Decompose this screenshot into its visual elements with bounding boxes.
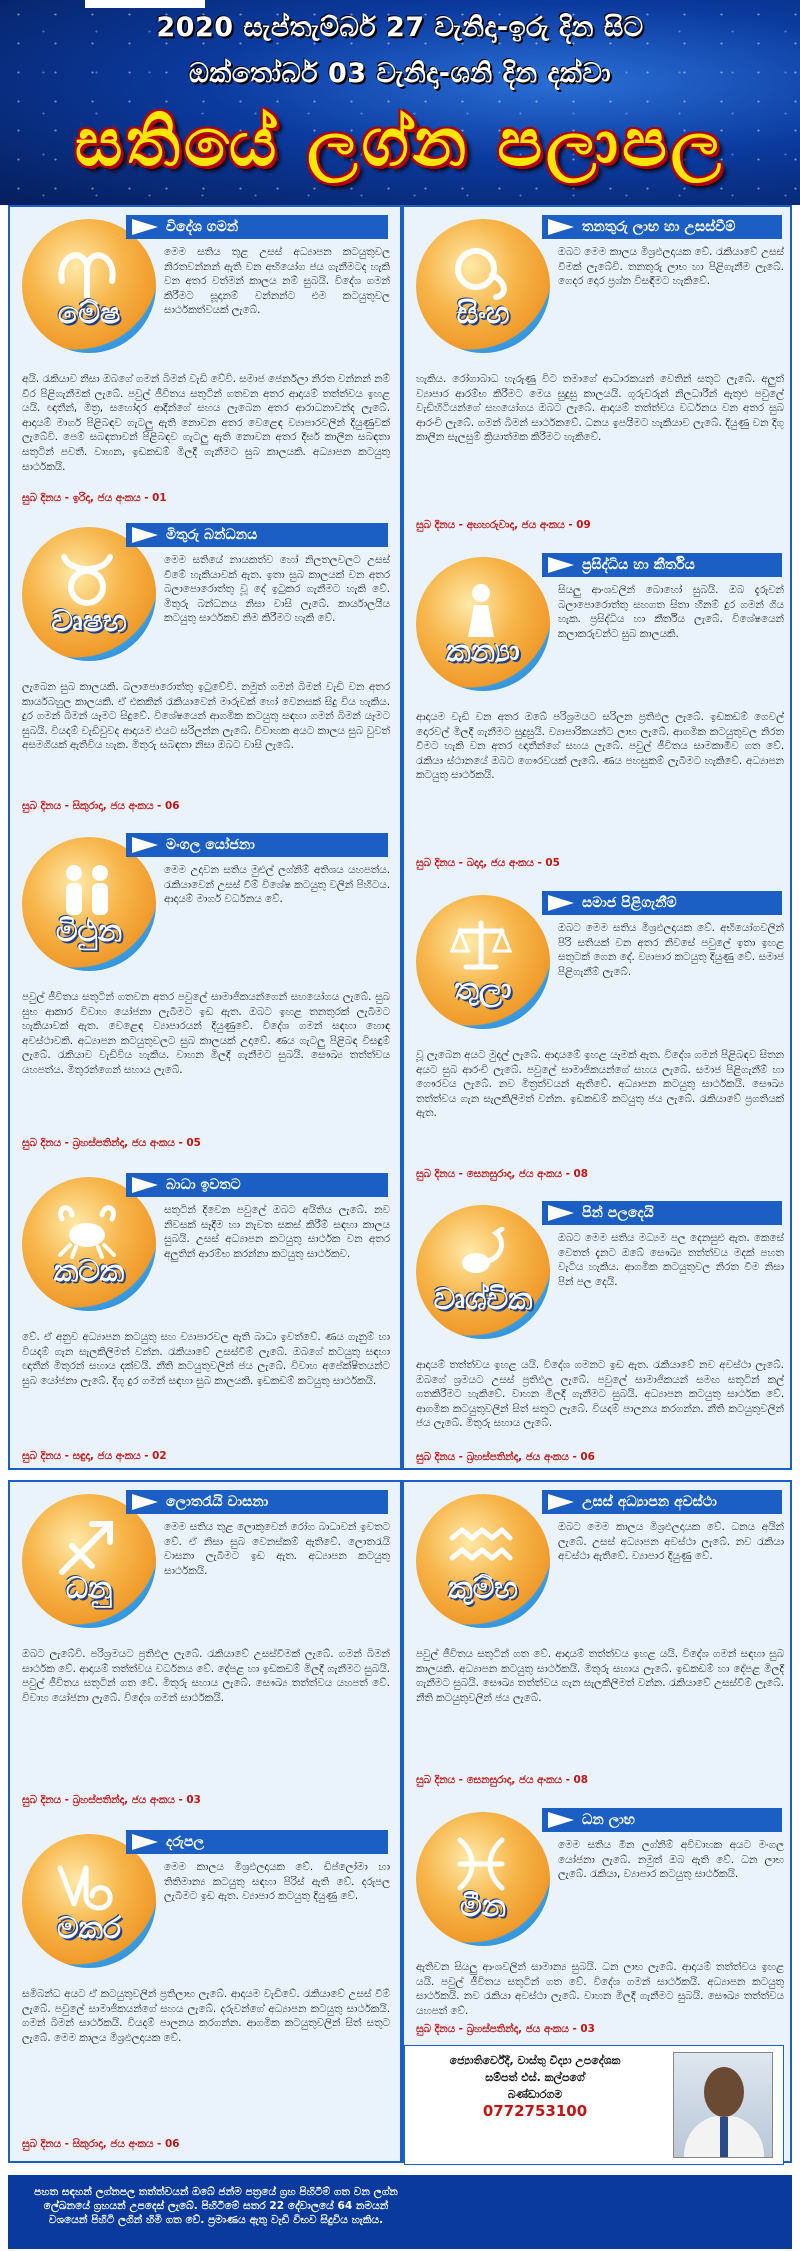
sign-name: වෘශ්චික: [433, 1282, 533, 1317]
sign-body-bottom: ඇතිවන සියලු ආංශවලින් සාමාන්‍ය සුබයි. ධන ලාභ ලැබේ. ආදායම් තත්ත්වය ඉහළ යයි. පවුල් ජීවිතය සතුටින් ගත වේ. විදේශ ගමන් සාර්ථකයි. අධ්‍යාපන කටයුතු සාර්ථකයි. නව රැකියා අවස්ථා ලැබේ. වාහන මිලදී ගැනීමට සුබයි. සෞඛ්‍ය තත්ත්වය යහපත් වේ.: [416, 1961, 784, 2017]
lucky-info: සුබ දිනය - බදාදා, ජය අංකය - 05: [416, 857, 560, 869]
sign-name: මීන: [460, 1889, 506, 1924]
sign-body-top: මෙම සතිය තුළ ලොකුවෙන් රෝග බාධාවන් ඉවතට වේ. ඒ නිසා සුබ වෙනස්කම් ඇතිවේ. ලොතරැයි වාසනා ලැබීමට ඉඩ ඇත. අධ්‍යාපන කටයුතු සාර්ථකයි.: [164, 1521, 390, 1577]
sign-body-bottom: ආදායම වැඩි වන අතර ඔබේ පරිශ්‍රමයට සරිලන ප්‍රතිඵල ලැබේ. ඉඩකඩම් ගෙවල් දොරවල් මිලදී ගැනීමට සුදුසුයි. ව්‍යාපාරිකයන්ට ලාභ ලැබේ. ආගමික කටයුතුවල නිරත වීමට හැකි වන අතර ඥාතීන්ගේ සහය ලැබේ. පවුල් ජීවිතය සාමකාමීව ගත වේ. රැකියා ස්ථානයේ ඔබට ගෞරවයක් ලැබේ. ණය පහසුකම් ලැබීමට හැකිවේ. අධ්‍යාපන කටයුතු සාර්ථකයි.: [416, 711, 784, 782]
sign-body-bottom: සමිබන්ධ අයට ඒ කටයුතුවලින් ප්‍රතිලාභ ලැබේ. ආදායම වැඩිවේ. රැකියාවේ උසස් වීම් ලැබේ. පවුලේ සාමාජිකයන්ගේ සහය ලැබේ. දරුවන්ගේ අධ්‍යාපන කටයුතු සාර්ථකයි. ගමන් බිමන් සාර්ථකයි. වියදම් පාලනය කරගන්න. ආගමික කටයුතුවලින් සිත් සතුට ලැබේ. මෙම කාලය මිශ්‍රඵලදායක වේ.: [22, 1988, 390, 2044]
archer-icon: [52, 1516, 122, 1576]
sign-body-top: ඔබට මෙම සතිය මධ්‍යම පල දෙනසුළු ඇත. කෙසේ වෙතත් දැනට ඔබේ සෞඛ්‍ය තත්ත්වය මදක් පහත වැටිය හැකිය. ආගමික කටයුතුවල නිරත වීම නිසා පින් පල දෙයි.: [558, 1232, 784, 1288]
lucky-info: සුබ දිනය - සෙනසුරාදා, ජය අංකය - 08: [416, 1168, 588, 1180]
sign-name: මේෂ: [57, 296, 121, 331]
fish-icon: [446, 1834, 516, 1894]
column-left: [10, 207, 400, 1468]
sign-kanya: [410, 545, 788, 875]
sign-body-bottom: අයි. රැකියාව නිසා ඔබගේ ගමන් බිමන් වැඩි වේවි. සමාජ ජෙර්නලා නිරත වන්නන් නම් වීර පිළිගැනීමක් ලැබේ. පවුල් ජීවිතය සතුටින් ගතවන අතර ආදායම් තත්ත්වය ඉහළ යයි. ඥාතීන්, මිත්‍ර, සහෝදර ආදීන්ගේ සහය ලැබෙන අතර ආරාධනාවන්ද ලැබේ. ආදායම් මාර්ග පිළිබඳව ගැටලු ඇති නොවන අතර වෙළෙඳ ව්‍යාපාරවලින් දියුණුවක් ලැබේවි. පෙම් සබඳතාවන් පිළිබඳව ගැටලු ඇති නොවන අතර දීර්ඝ කාලීන සබඳතා සතුටින් පවතී. වාහන, ඉඩකඩම් මිලදී ගැනීමට සුබ කාලයකි. අධ්‍යාපන කටයුතු සාර්ථකයි.: [22, 373, 390, 473]
lucky-info: සුබ දිනය - බ්‍රහස්පතින්දා, ජය අංකය - 05: [22, 1137, 201, 1149]
sign-body-top: ඔබට මෙම සතිය මිශ්‍රඵලදායක වේ. අභියෝගවලින් පිරි සතියක් වන අතර නිවසේ පවුලේ ඉතා ඉහළ සතුටක් ගෙන දේ. ව්‍යාපාර කටයුතු දියුණු වේ. සමාජ පිළිගැනීම් ලැබේ.: [558, 922, 784, 978]
sign-body-top: මෙම සතිය මීන ලග්නිම් අවිවාහක අයට මංගල යෝජනා ලැබේ. නමුත් ඔබ ඇති වේ. ධන ලාභ ලැබේ. රැකියා, ව්‍යාපාර කටයුතු සාර්ථකයි.: [558, 1839, 784, 1881]
lucky-info: සුබ දිනය - බ්‍රහස්පතින්දා, ජය අංකය - 03: [22, 1794, 201, 1806]
astrologer-name: සම්පත් එස්. කල්පගේ: [485, 2071, 585, 2084]
sign-body-top: මෙම කාලය මිශ්‍රඵලදායක වේ. ඩිප්ලෝමා හා තිතිමාන්‍ය කටයුතු සඳහා පිරිස් ඇති වේ. දරුපල ලැබීමට ඉඩ ඇත. ව්‍යාපාර කටයුතු දියුණු වේ.: [164, 1861, 390, 1903]
mesha-medallion: [22, 219, 156, 353]
lucky-info: සුබ දිනය - සිකුරාදා, ජය අංකය - 06: [22, 2138, 180, 2150]
sign-name: කුම්භ: [448, 1571, 518, 1606]
sign-body-top: ඔබට මෙම කාලය මිශ්‍රඵලදායක වේ. රැකියාවේ උසස් වීමක් ලැබේවි. තනතුරු ලාභ හා පිළිගැනීම ලැබේ. ගෙදර දොර ප්‍රශ්න විසඳීමට හැකිවේ.: [558, 246, 784, 288]
sign-thula: [410, 883, 788, 1183]
sign-body-top: සතුටින් දිවෙන පවුලේ ඔබට අයිතිය ලැබේ. නව නිවසක් සෑදීම හා නැවත සකස් කිරීම් සඳහා කාලය සුබයි. උසස් අධ්‍යාපන කටයුතු සාර්ථක වන අතර අලුතින් ආරම්භ කරන්නා කටයුතු සාර්ථකව.: [164, 1204, 390, 1260]
astrologer-phone: 0772753100: [482, 2102, 588, 2120]
sign-heading: බාධා ඉවතට: [126, 1173, 388, 1197]
sign-heading: උසස් අධ්‍යාපන අවස්ථා: [542, 1490, 782, 1514]
lucky-info: සුබ දිනය - සඳුදා, ජය අංකය - 02: [22, 1450, 167, 1462]
sign-kataka: [16, 1165, 394, 1465]
sign-body-bottom: ලැබෙන සුබ කාලයකි. බලාපොරොත්තු ඉටුවේවි. නමුත් ගමන් බිමන් වැඩි වන අතර කාර්යබහුල කාලයකි. ඒ එකකින් රැකියාවෙන් මාරුවක් හෝ වෙනසක් සිදු විය හැකිය. දුර ගමන් බිමන් යෑමට සිදුවේ. විශේෂයෙන් ආගමික කටයුතු සඳහා ගමන් බිමන් යෑමට සුබයි. වියදම් වැඩිවුවද ආදායම එයට සරිලන්න ලැබේ. විවාහක අයට කාලය සුබ වුවත් අසමගියක් ඇතිවිය හැක. මිතුරු සබඳතා නිසා ඔබට වාසි ලැබේ.: [22, 681, 390, 752]
sign-name: කන්‍යා: [446, 634, 520, 669]
kanya-medallion: [416, 557, 550, 691]
goat-icon: [52, 1856, 122, 1916]
vrushchika-medallion: [416, 1205, 550, 1339]
page-title: සතියේ ලග්න පලාපල: [74, 104, 726, 181]
sign-mesha: [16, 207, 394, 507]
sign-heading: සමාජ පිළිගැනීම්: [542, 891, 782, 915]
lucky-info: සුබ දිනය - බ්‍රහස්පතින්දා, ජය අංකය - 06: [416, 1451, 595, 1463]
photo-tie: [720, 2117, 728, 2157]
sign-body-bottom: වූ ලැබෙන අයට මුදල් ලැබේ. ආදායමේ ඉහළ යෑමක් ඇත. විදේශ ගමන් පිළිබඳව සිතන අයට සුබ ආරංචි ලැබේ. පවුලේ සාමාජිකයන්ගේ සහය ලැබේ. සමාජ පිළිගැනීම් හා ගෞරවය ලැබේ. නව මිත්‍රත්වයන් ඇතිවේ. අධ්‍යාපන කටයුතු සාර්ථකයි. සෞඛ්‍ය තත්ත්වය ගැන සැලකිලිමත් වන්න. ඉඩකඩම් කටයුතු ජය ලැබේ. රැකියාවේ ප්‍රගතියක් ඇත.: [416, 1049, 784, 1120]
astrologer-photo: [673, 2052, 773, 2158]
sign-heading: මංගල යෝජනා: [126, 833, 388, 857]
sign-heading: තනතුරු ලාභ හා උසස්වීම්: [542, 215, 782, 239]
astrologer-box: [404, 2045, 784, 2165]
crab-icon: [52, 1199, 122, 1259]
sign-name: තුලා: [454, 972, 512, 1007]
sign-body-top: මෙම උදාවන සතිය මුළුල් ලග්නිම් අතිශය යහපත්ය. රැකියාවෙන් උසස් වීම් විශේෂ කටයුතු වලින් පිහිටය. ආදායම් මාර්ග වර්ධනය වේ.: [164, 864, 390, 906]
sign-body-top: සියලු ආංශවලින් බොහෝ සුබයි. ඔබ දැරුවන් බලාපොරොත්තු සහගත සිතා හීනම් දුර ගමන් ගිය හැක. ප්‍රසිද්ධිය හා කීර්තිය ලැබේ. විශේෂයෙන් කලාකරුවන්ට සුබ කාලයකි.: [558, 584, 784, 640]
date-line-1: 2020 සැප්තැම්බර් 27 වැනිදා-ඉරු දින සිට: [156, 12, 644, 43]
sign-heading: ධන ලාභ: [542, 1808, 782, 1832]
sign-body-top: ඔබට මෙම කාලය මිශ්‍රඵලදායක වේ. ධනය අයින් ලැබේ. උසස් අධ්‍යාපන අවස්ථා ලැබේ. නව රැකියා අවස්ථා ඇතිවේ. ව්‍යාපාර දියුණු වේ.: [558, 1521, 784, 1563]
sign-dhanu: [16, 1482, 394, 1812]
sign-makara: [16, 1822, 394, 2157]
sign-heading: දරුපල: [126, 1830, 388, 1854]
thula-medallion: [416, 895, 550, 1029]
makara-medallion: [22, 1834, 156, 1968]
section-top: [8, 205, 792, 1470]
kataka-medallion: [22, 1177, 156, 1311]
sign-heading: පින් පලදෙයි: [542, 1201, 782, 1225]
kumbha-medallion: [416, 1494, 550, 1628]
column-right: [404, 207, 794, 1468]
column-left: [10, 1482, 400, 2161]
date-line-2: ඔක්තෝබර් 03 වැනිදා-ශනි දින දක්වා: [188, 58, 612, 89]
sign-simha: [410, 207, 788, 537]
sign-body-bottom: පවුල් ජීවිතය සතුටින් ගතවන අතර පවුලේ සාමාජිකයන්ගෙන් සහයෝගය ලැබේ. සුබ සුභ ආකාර විවාහ යෝජනා ලැබීමට ඉඩ ඇත. ඔබට ඉහළ තනතුරක් ලැබීමට හැකියාවක් ඇත. වෙළෙඳ ව්‍යාපාරයන් දියුණුවේ. විදේශ ගමන් සඳහා හොඳ අවස්ථාවකි. අධ්‍යාපන කටයුතුවලට සුබ කාලයක් උදාවේ. ණය ගැටලු පිළිබඳ විසඳුම් ලැබේ. රැකියාව වැඩිවිය හැකිය. වාහන මිලදී ගැනීමට සුබයි. සෞඛ්‍ය තත්ත්වය යහපත්ය. මිතුරන්ගෙන් සහාය ලැබේ.: [22, 991, 390, 1076]
sign-name: ධනු: [65, 1571, 113, 1606]
scorpion-icon: [446, 1227, 516, 1287]
sign-heading: විදේශ ගමන්: [126, 215, 388, 239]
sign-heading: මිතුරු බන්ධනය: [126, 523, 388, 547]
twins-icon: [52, 859, 122, 919]
lucky-info: සුබ දිනය - ඉරිදා, ජය අංකය - 01: [22, 492, 167, 504]
sign-heading: ප්‍රසිද්ධිය හා කීර්තිය: [542, 553, 782, 577]
astrologer-place: බණ්ඩාරගම: [507, 2088, 563, 2101]
sign-body-bottom: පවුල් ජීවිතය සතුටින් ගත වේ. ආදායම් තත්ත්වය ඉහළ යයි. විදේශ ගමන් සඳහා සුබ කාලයකි. අධ්‍යාපන කටයුතු සාර්ථකයි. මිතුරු සහාය ලැබේ. ඉඩකඩම් හා දේපළ මිලදී ගැනීමට සුබයි. සෞඛ්‍ය තත්ත්වය ගැන සැලකිලිමත් වන්න. රැකියාවේ උසස්වීම් ලැබේ. නීති කටයුතුවලින් ජය ලැබේ.: [416, 1648, 784, 1704]
header-banner: [0, 0, 800, 205]
lion-icon: [446, 241, 516, 301]
sign-name: මකර: [56, 1911, 122, 1946]
sign-body-top: මෙම සතියේ නායකත්ව හෝ නිලතලවලට උසස් වීමේ හැකියාවක් ඇත. ඉතා සුබ කාලයක් වන අතර බලාපොරොත්තු වූ දේ ඉටුකර ගැනීමට හැකි වේ. මිතුරු බන්ධනය නිසා වාසි ලැබේ. කාර්යාලයීය කටයුතු සාර්ථකව නිම කිරීමට හැකි වේ.: [164, 554, 390, 625]
sign-body-bottom: හැකිය. රෝගාබාධ හැරුණු විට තමාගේ ආධාරකයන් වෙතින් සතුට ලැබේ. අලුත් ව්‍යාපාර ආරම්භ කිරීමට මෙය සුදුසු කාලයයි. ගුරුවරුන් නිලධාරීන් ඇතුළු පවුලේ වැඩිහිටියන්ගේ සහයෝගය ඔබට ලැබේ. ආදායම් තත්ත්වය වර්ධනය වන අතර සුබ ආරංචි ලැබේ. ගමන් බිමන් සාර්ථකවේ. ධනය ඉපයීමට හැකියාව ලැබේ. දියුණු වන දිගු කාලීන සැලසුම් ක්‍රියාත්මක කිරීමට හැකිවේ.: [416, 373, 784, 444]
mithuna-medallion: [22, 837, 156, 971]
top-strip: [85, 0, 205, 8]
simha-medallion: [416, 219, 550, 353]
sign-body-bottom: ආදායම් තත්ත්වය ඉහළ යයි. විදේශ ගමනට ඉඩ ඇත. රැකියාවේ නව අවස්ථා ලැබේ. ඔබගේ ශ්‍රමයට උසස් ප්‍රතිඵල ලැබේ. පවුලේ සාමාජිකයන් සමඟ සතුටින් කල් ගතකිරීමට හැකිවේ. වාහන මිලදී ගැනීමට සුබයි. අධ්‍යාපන කටයුතු සාර්ථක වේ. ආගමික කටයුතුවලින් සිත් සතුට ලැබේ. වියදම් පාලනය කරගන්න. නීති කටයුතුවලින් ජය ලැබේ. මිතුරු සහාය ලැබේ.: [416, 1359, 784, 1430]
vrushabha-medallion: [22, 527, 156, 661]
lucky-info: සුබ දිනය - සෙනසුරාදා, ජය අංකය - 08: [416, 1774, 588, 1786]
lucky-info: සුබ දිනය - අඟහරුවාදා, ජය අංකය - 09: [416, 519, 591, 531]
photo-head: [704, 2067, 744, 2117]
bull-icon: [52, 549, 122, 609]
sign-body-bottom: ඔබට ලැබේවි. පරිශ්‍රමයට ප්‍රතිඵල ලැබේ. රැකියාවේ උසස්වීමක් ලැබේ. ගමන් බිමන් සාර්ථක වේ. ආදායම් තත්ත්වය වර්ධනය වේ. දේපළ හා ඉඩකඩම් මිලදී ගැනීමට සුබයි. පවුල් ජීවිතය සතුටින් ගත වේ. මිතුරු සහාය ලැබේ. සෞඛ්‍ය තත්ත්වය යහපත් වේ. විවාහ යෝජනා ලැබේ. විදේශ ගමන් සාර්ථකයි.: [22, 1648, 390, 1704]
scales-icon: [446, 917, 516, 977]
sign-vrushchika: [410, 1193, 788, 1468]
sign-name: වෘෂභ: [51, 604, 127, 639]
sign-vrushabha: [16, 515, 394, 815]
sign-name: සිංහ: [456, 296, 510, 331]
lucky-info: සුබ දිනය - බ්‍රහස්පතින්දා, ජය අංකය - 03: [416, 2023, 595, 2035]
ram-icon: [52, 241, 122, 301]
footer-strip: [8, 2175, 792, 2249]
sign-body-top: මෙම සතිය තුළ උසස් අධ්‍යාපන කටයුතුවල නිරතවන්නන් ඇති වන අභියෝග ජය ගැනීමටද හැකි වන අතර වත්මන් කාලය නම් සුබයි. විදේශ ගමන් කිරීමට සූදානම් වන්නන්ට එම කටයුතුවල සාර්ථකත්වයක් ලැබේ.: [164, 246, 390, 317]
sign-name: මිථුන: [55, 914, 123, 949]
sign-heading: ලොතරැයි වාසනා: [126, 1490, 388, 1514]
lucky-info: සුබ දිනය - සිකුරාදා, ජය අංකය - 06: [22, 800, 180, 812]
sign-meena: [410, 1800, 788, 2035]
sign-mithuna: [16, 825, 394, 1155]
meena-medallion: [416, 1812, 550, 1946]
footer-note: පහත සඳහන් ලග්නපල තත්ත්වයන් ඔබේ ජන්ම පත්‍රයේ ග්‍රහ පිහිටීම් ගත වන ලග්න ලේඛනයේ ග්‍රහයන් උපදෙස් ලැබේ. පිහිටීමේ සතර 22 දේවාලයේ 64 නමයන් වශයෙන් පිහිටි ලගින් හිමි ගත වේ. ප්‍රමාණය ඇතු වැඩි විභව සිදුවිය හැකිය.: [34, 2186, 398, 2226]
sign-name: කටක: [53, 1254, 125, 1289]
astrologer-info: [415, 2052, 655, 2120]
sign-body-bottom: වේ. ඒ අනුව අධ්‍යාපන කටයුතු සහ ව්‍යාපාරවල ඇති බාධා ඉවත්වේ. ණය ගැනුම් හා වියදම් ගැන සැලකිලිමත් වන්න. රැකියාවේ උසස්වීම් ලැබේ. ඔබගේ කටයුතු සඳහා ඥාතීන් මිතුරන් සහාය දක්වයි. නීති කටයුතුවලින් ජය ලැබේ. විවාහ අපේක්ෂිතයන්ට සුබ යෝජනා ලැබේ. දිගු දුර ගමන් සඳහා සුබ කාලයකි. ඉඩකඩම් කටයුතු සාර්ථකයි.: [22, 1331, 390, 1387]
maiden-icon: [446, 579, 516, 639]
water-bearer-icon: [446, 1516, 516, 1576]
astrologer-title: ජ්‍යොතිර්වේදී, වාස්තු විද්‍යා උපදේශක: [449, 2054, 621, 2067]
dhanu-medallion: [22, 1494, 156, 1628]
sign-kumbha: [410, 1482, 788, 1792]
